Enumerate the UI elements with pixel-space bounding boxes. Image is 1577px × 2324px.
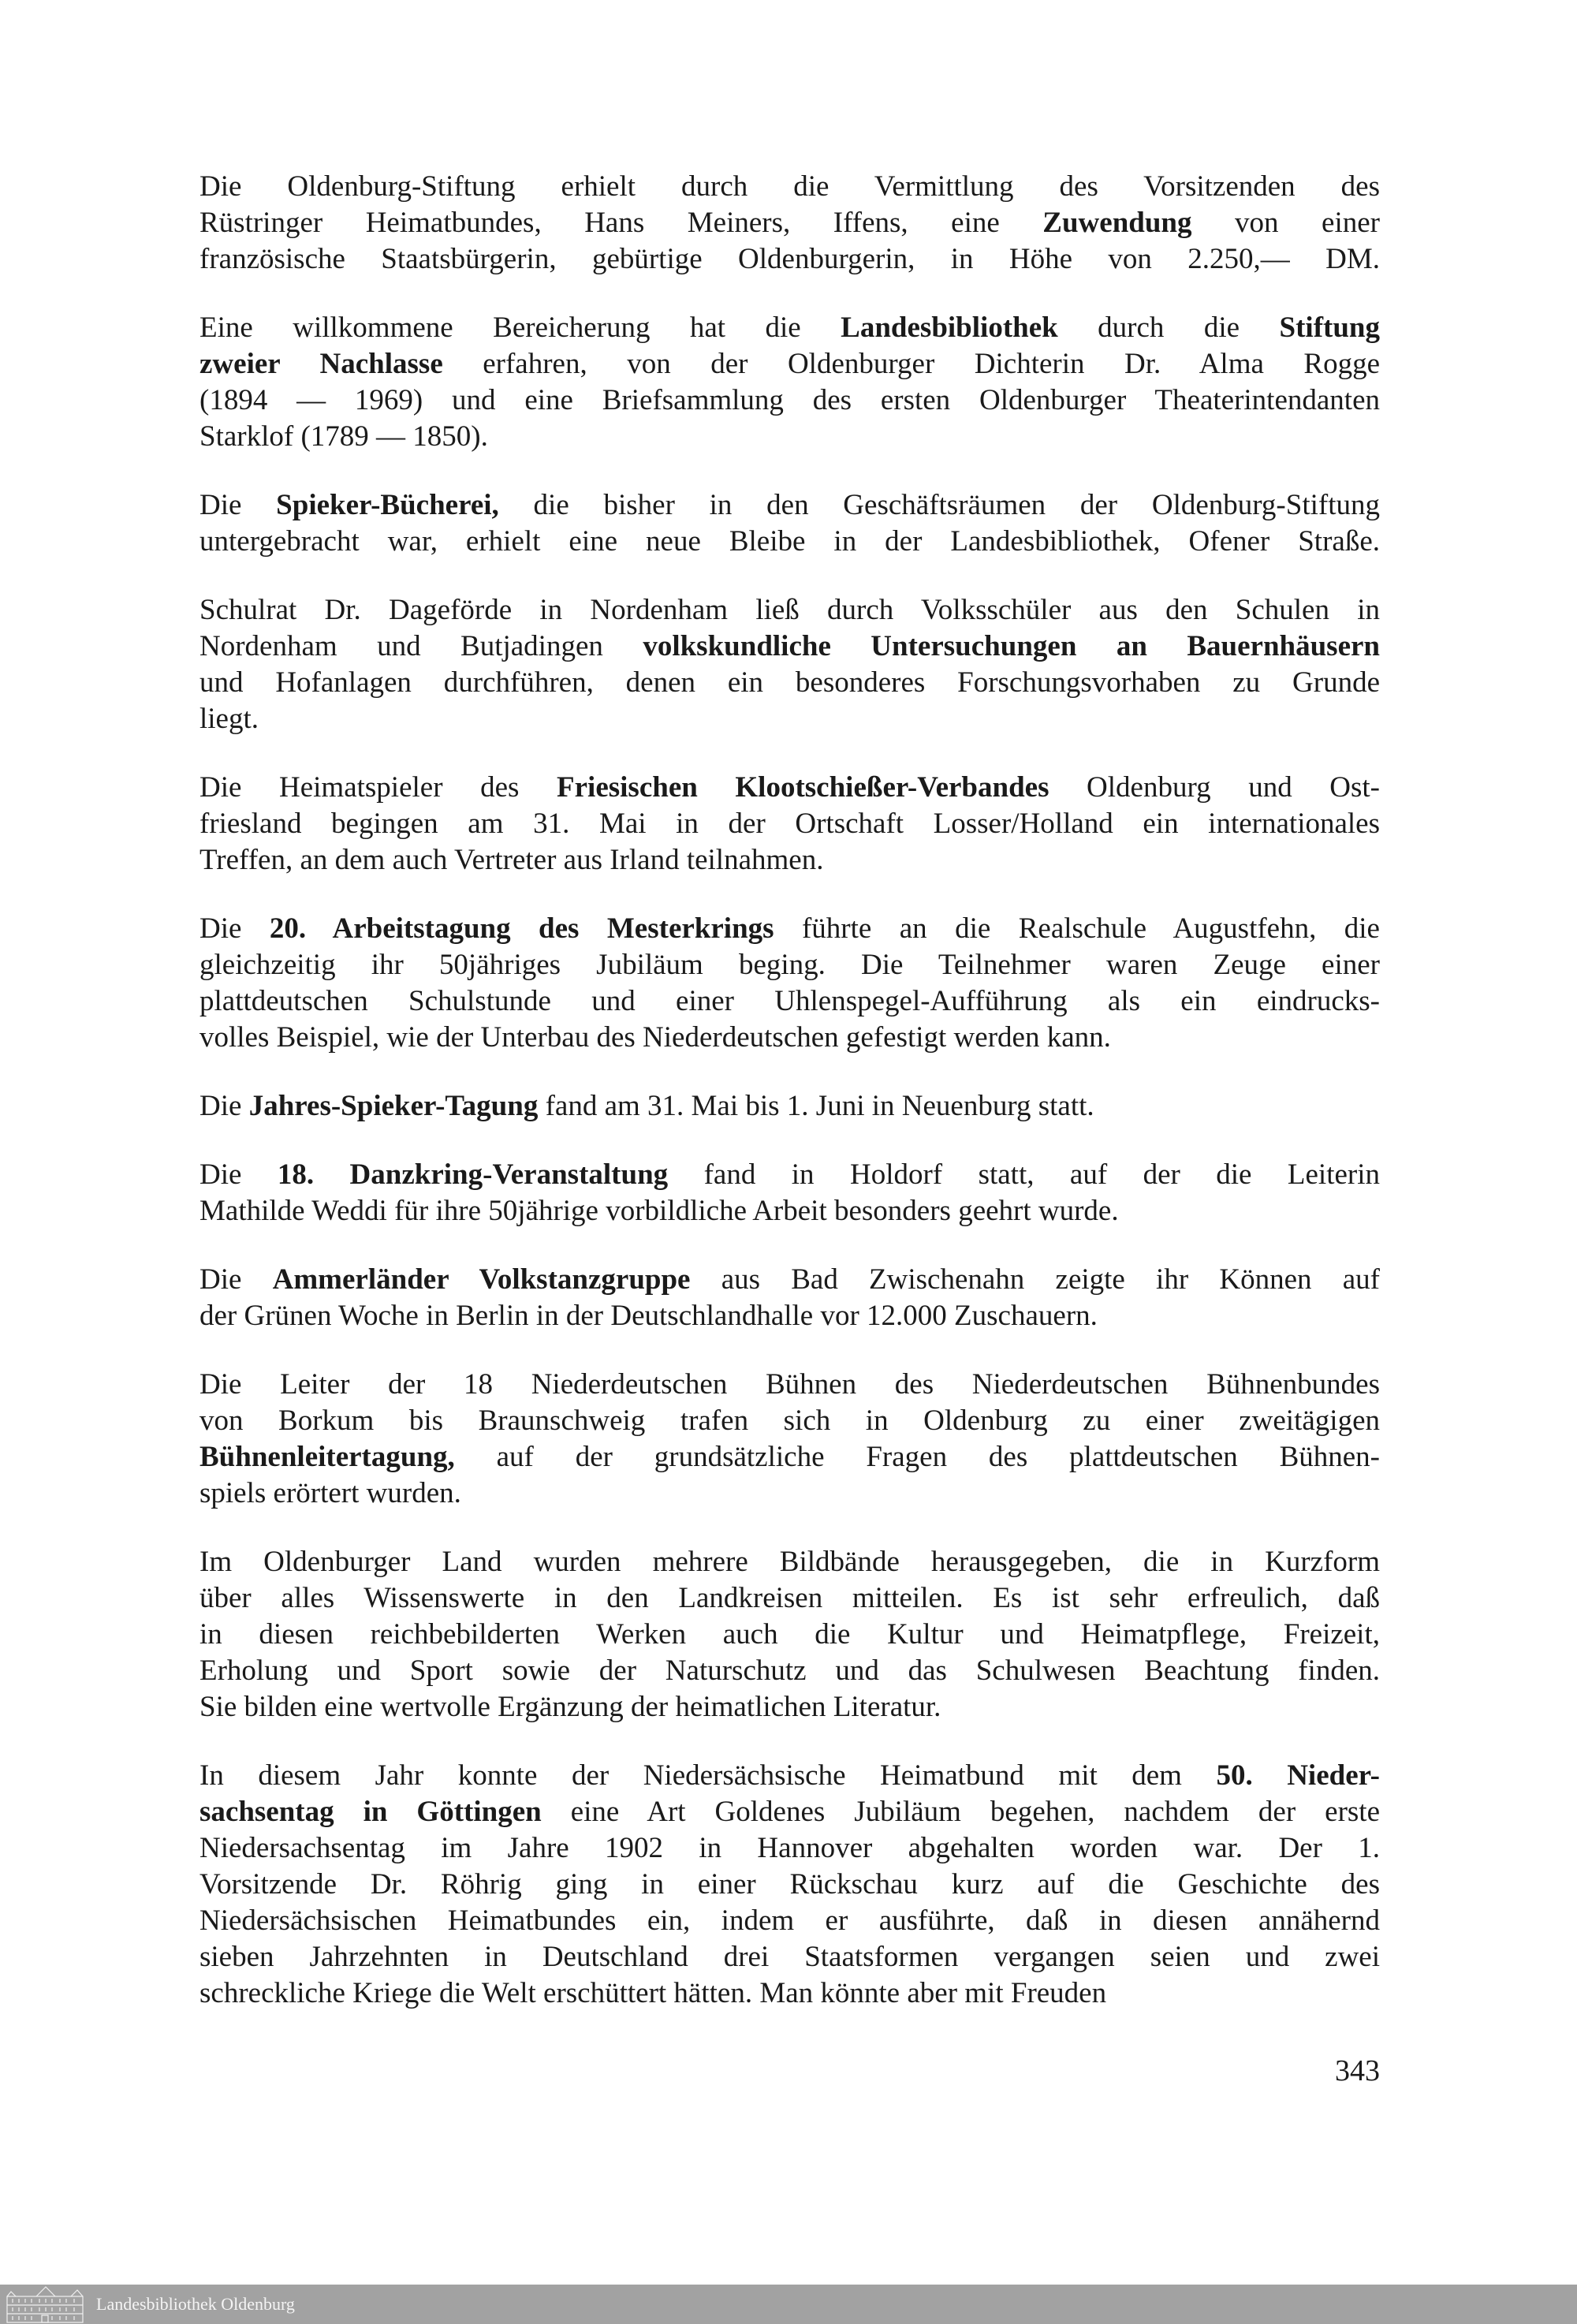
text-segment: Niedersachsentag im Jahre 1902 in Hannover abgehalten worden war. Der 1. bbox=[199, 1832, 1380, 1864]
text-line bbox=[199, 1475, 1380, 1512]
text-line bbox=[199, 911, 1380, 947]
text-line bbox=[199, 1830, 1380, 1867]
text-segment: führte an die Realschule Augustfehn, die bbox=[774, 912, 1380, 945]
text-segment: Vorsitzende Dr. Röhrig ging in einer Rückschau kurz auf die Geschichte des bbox=[199, 1868, 1380, 1901]
text-line bbox=[199, 947, 1380, 983]
text-segment: französische Staatsbürgerin, gebürtige Oldenburgerin, in Höhe von 2.250,— DM. bbox=[199, 243, 1380, 275]
paragraph bbox=[199, 487, 1380, 560]
text-segment: Die bbox=[199, 489, 277, 521]
text-line bbox=[199, 842, 1380, 878]
text-segment: die bisher in den Geschäftsräumen der Oldenburg-Stiftung bbox=[498, 489, 1380, 521]
text-segment: sieben Jahrzehnten in Deutschland drei Staatsformen vergangen seien und zwei bbox=[199, 1941, 1380, 1973]
text-segment: fand am 31. Mai bis 1. Juni in Neuenburg statt. bbox=[538, 1090, 1094, 1122]
text-segment: In diesem Jahr konnte der Niedersächsische Heimatbund mit dem bbox=[199, 1759, 1217, 1792]
text-segment: Rüstringer Heimatbundes, Hans Meiners, Iffens, eine bbox=[199, 207, 1043, 239]
text-segment: eine Art Goldenes Jubiläum begehen, nachdem der erste bbox=[541, 1796, 1380, 1828]
text-segment: Eine willkommene Bereicherung hat die bbox=[199, 311, 841, 344]
paragraph bbox=[199, 592, 1380, 737]
bold-phrase: sachsentag in Göttingen bbox=[199, 1796, 542, 1828]
bold-phrase: zweier Nachlasse bbox=[199, 348, 443, 380]
bold-phrase: Jahres-Spieker-Tagung bbox=[248, 1090, 539, 1122]
text-segment: Mathilde Weddi für ihre 50jährige vorbildliche Arbeit besonders geehrt wurde. bbox=[199, 1195, 1119, 1227]
bold-phrase: 18. Danzkring-Veranstaltung bbox=[277, 1158, 669, 1191]
text-segment: friesland begingen am 31. Mai in der Ortschaft Losser/Holland ein internationales bbox=[199, 808, 1380, 840]
text-line bbox=[199, 419, 1380, 455]
bold-phrase: Friesischen Klootschießer-Verbandes bbox=[557, 771, 1049, 804]
text-segment: gleichzeitig ihr 50jähriges Jubiläum beging. Die Teilnehmer waren Zeuge einer bbox=[199, 949, 1380, 981]
paragraph bbox=[199, 1157, 1380, 1229]
paragraph bbox=[199, 1262, 1380, 1334]
text-segment: Oldenburg und Ost- bbox=[1049, 771, 1381, 804]
text-segment: untergebracht war, erhielt eine neue Bleibe in der Landesbibliothek, Ofener Straße. bbox=[199, 525, 1380, 558]
text-segment: in diesen reichbebilderten Werken auch die Kultur und Heimatpflege, Freizeit, bbox=[199, 1618, 1380, 1651]
text-line bbox=[199, 983, 1380, 1020]
text-segment: über alles Wissenswerte in den Landkreisen mitteilen. Es ist sehr erfreulich, daß bbox=[199, 1582, 1380, 1614]
text-line bbox=[199, 524, 1380, 560]
text-segment: volles Beispiel, wie der Unterbau des Niederdeutschen gefestigt werden kann. bbox=[199, 1021, 1111, 1054]
paragraph bbox=[199, 1544, 1380, 1725]
footer-bar bbox=[0, 2285, 1577, 2324]
text-segment: von einer bbox=[1191, 207, 1380, 239]
text-line bbox=[199, 629, 1380, 665]
text-line bbox=[199, 382, 1380, 419]
text-segment: Die Leiter der 18 Niederdeutschen Bühnen des Niederdeutschen Bühnenbundes bbox=[199, 1368, 1380, 1401]
body-text bbox=[199, 169, 1380, 2044]
text-segment: Die Oldenburg-Stiftung erhielt durch die Vermittlung des Vorsitzenden des bbox=[199, 170, 1380, 203]
text-line bbox=[199, 1794, 1380, 1830]
bold-phrase: Spieker-Bücherei, bbox=[276, 489, 499, 521]
text-segment: Die bbox=[199, 1090, 249, 1122]
bold-phrase: Ammerländer Volkstanzgruppe bbox=[272, 1263, 691, 1296]
library-building-logo bbox=[5, 2285, 85, 2323]
text-line bbox=[199, 1653, 1380, 1689]
text-segment: fand in Holdorf statt, auf der die Leiterin bbox=[668, 1158, 1380, 1191]
text-segment: und Hofanlagen durchführen, denen ein besonderes Forschungsvorhaben zu Grunde bbox=[199, 666, 1380, 699]
text-segment: aus Bad Zwischenahn zeigte ihr Können auf bbox=[690, 1263, 1380, 1296]
text-line bbox=[199, 1544, 1380, 1580]
text-line bbox=[199, 1975, 1380, 2012]
text-segment: (1894 — 1969) und eine Briefsammlung des ersten Oldenburger Theaterintendanten bbox=[199, 384, 1380, 416]
text-segment: Sie bilden eine wertvolle Ergänzung der heimatlichen Literatur. bbox=[199, 1691, 941, 1723]
text-line bbox=[199, 1020, 1380, 1056]
text-line bbox=[199, 205, 1380, 241]
bold-phrase: 50. Nieder- bbox=[1216, 1759, 1380, 1792]
text-segment: auf der grundsätzliche Fragen des plattdeutschen Bühnen- bbox=[454, 1441, 1380, 1473]
text-segment: der Grünen Woche in Berlin in der Deutschlandhalle vor 12.000 Zuschauern. bbox=[199, 1300, 1098, 1332]
text-line bbox=[199, 1193, 1380, 1229]
text-line bbox=[199, 806, 1380, 842]
paragraph bbox=[199, 1088, 1380, 1125]
bold-phrase: Bühnenleitertagung, bbox=[199, 1441, 455, 1473]
text-segment: Die bbox=[199, 1263, 273, 1296]
text-line bbox=[199, 1689, 1380, 1725]
text-segment: Treffen, an dem auch Vertreter aus Irland teilnahmen. bbox=[199, 844, 824, 876]
text-line bbox=[199, 1298, 1380, 1334]
text-segment: Starklof (1789 — 1850). bbox=[199, 420, 488, 453]
text-segment: Die bbox=[199, 912, 270, 945]
bold-phrase: Landesbibliothek bbox=[841, 311, 1058, 344]
text-line bbox=[199, 169, 1380, 205]
text-segment: erfahren, von der Oldenburger Dichterin Dr. Alma Rogge bbox=[442, 348, 1381, 380]
text-line bbox=[199, 770, 1380, 806]
paragraph bbox=[199, 169, 1380, 278]
text-line bbox=[199, 1367, 1380, 1403]
bold-phrase: Zuwendung bbox=[1042, 207, 1192, 239]
text-segment: Schulrat Dr. Dageförde in Nordenham ließ durch Volksschüler aus den Schulen in bbox=[199, 594, 1380, 626]
text-segment: liegt. bbox=[199, 703, 259, 735]
paragraph bbox=[199, 310, 1380, 455]
text-line bbox=[199, 592, 1380, 629]
text-line bbox=[199, 487, 1380, 524]
text-segment: durch die bbox=[1057, 311, 1280, 344]
text-segment: plattdeutschen Schulstunde und einer Uhlenspegel-Aufführung als ein eindrucks- bbox=[199, 985, 1380, 1017]
text-segment: Die Heimatspieler des bbox=[199, 771, 557, 804]
text-segment: Im Oldenburger Land wurden mehrere Bildbände herausgegeben, die in Kurzform bbox=[199, 1546, 1380, 1578]
text-segment: von Borkum bis Braunschweig trafen sich in Oldenburg zu einer zweitägigen bbox=[199, 1404, 1380, 1437]
text-line bbox=[199, 665, 1380, 701]
footer-library-name: Landesbibliothek Oldenburg bbox=[96, 2294, 295, 2314]
text-line bbox=[199, 1617, 1380, 1653]
text-segment: schreckliche Kriege die Welt erschüttert hätten. Man könnte aber mit Freuden bbox=[199, 1977, 1107, 2009]
text-line bbox=[199, 1088, 1380, 1125]
text-segment: spiels erörtert wurden. bbox=[199, 1477, 461, 1509]
paragraph bbox=[199, 911, 1380, 1056]
text-line bbox=[199, 1939, 1380, 1975]
text-line bbox=[199, 1758, 1380, 1794]
text-line bbox=[199, 1580, 1380, 1617]
text-segment: Die bbox=[199, 1158, 278, 1191]
bold-phrase: Stiftung bbox=[1279, 311, 1380, 344]
text-line bbox=[199, 346, 1380, 382]
text-segment: Niedersächsischen Heimatbundes ein, indem er ausführte, daß in diesen annähernd bbox=[199, 1904, 1380, 1937]
text-line bbox=[199, 1903, 1380, 1939]
bold-phrase: 20. Arbeitstagung des Mesterkrings bbox=[269, 912, 774, 945]
text-line bbox=[199, 1403, 1380, 1439]
text-segment: Erholung und Sport sowie der Naturschutz und das Schulwesen Beachtung finden. bbox=[199, 1654, 1380, 1687]
text-line bbox=[199, 1262, 1380, 1298]
page-number: 343 bbox=[1335, 2054, 1380, 2087]
paragraph bbox=[199, 1758, 1380, 2012]
text-segment: Nordenham und Butjadingen bbox=[199, 630, 643, 662]
paragraph bbox=[199, 770, 1380, 878]
text-line bbox=[199, 701, 1380, 737]
text-line bbox=[199, 310, 1380, 346]
bold-phrase: volkskundliche Untersuchungen an Bauernhäusern bbox=[643, 630, 1380, 662]
text-line bbox=[199, 1157, 1380, 1193]
text-line bbox=[199, 1439, 1380, 1475]
text-line bbox=[199, 241, 1380, 278]
paragraph bbox=[199, 1367, 1380, 1512]
text-line bbox=[199, 1867, 1380, 1903]
